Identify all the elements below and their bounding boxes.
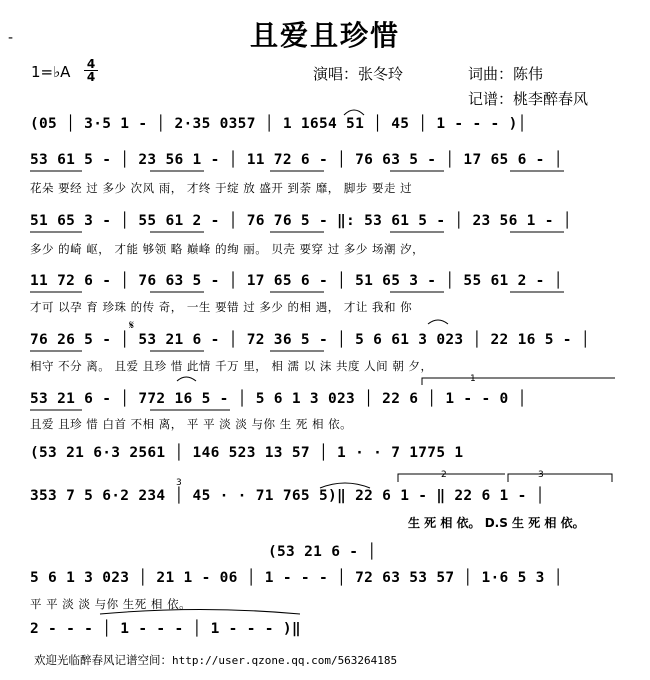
segno-mark: 𝄋 [129, 318, 135, 332]
score-row-1-notes: (05 │ 3·5 1 - │ 2·35 0357 │ 1 1654 51 │ 45 │ 1 - - - )│ [30, 116, 527, 132]
score-row-2-lyrics: 花朵 要经 过 多少 次风 雨， 才终 于绽 放 盛开 到荼 靡， 脚步 要走 过 [30, 181, 413, 195]
time-signature-bottom: 4 [84, 70, 98, 83]
score-row-3-lyrics: 多少 的崎 岖， 才能 够领 略 巅峰 的绚 丽。 贝壳 要穿 过 多少 场潮 汐， [30, 242, 425, 256]
score-row-5-notes: 76 26 5 - │ 53 21 6 - │ 72 36 5 - │ 5 6 61 3 023 │ 22 16 5 - │ [30, 332, 590, 348]
beam-lines [30, 171, 564, 410]
song-title: 且爱且珍惜 [249, 19, 400, 52]
transcriber-label: 记谱： [468, 90, 514, 108]
slur-3 [428, 320, 448, 324]
singer-label: 演唱： [313, 65, 359, 83]
triplet-mark: 3 [176, 478, 182, 488]
score-row-4-lyrics: 才可 以孕 育 珍珠 的传 奇， 一生 要错 过 多少 的相 遇， 才让 我和 你 [30, 300, 413, 314]
margin-dash: - [8, 30, 14, 46]
score-row-8-lyrics: 生 死 相 依。 D.S 生 死 相 依。 [408, 516, 585, 530]
volta-1-label: 1 [470, 374, 476, 384]
volta-2-bracket [398, 474, 505, 482]
score-row-6-notes: 53 21 6 - │ 772 16 5 - │ 5 6 1 3 023 │ 22 6 │ 1 - - 0 │ [30, 391, 527, 407]
score-row-9-notes: (53 21 6 - │ [268, 544, 377, 560]
score-row-8-notes: 353 7 5 6·2 234 │ 45 · · 71 765 5)‖ 22 6 1 - ‖ 22 6 1 - │ [30, 488, 545, 504]
transcriber-name: 桃李醉春风 [513, 90, 589, 108]
score-row-5-lyrics: 相守 不分 离。 且爱 且珍 惜 此情 千万 里， 相 濡 以 沫 共度 人间 朝 夕， [30, 359, 433, 373]
score-row-3-notes: 51 65 3 - │ 55 61 2 - │ 76 76 5 - ‖: 53 61 5 - │ 23 56 1 - │ [30, 213, 572, 229]
score-row-6-lyrics: 且爱 且珍 惜 白首 不相 离， 平 平 淡 淡 与你 生 死 相 依。 [30, 417, 353, 431]
key-signature: 1=♭A [31, 63, 71, 81]
score-row-10-notes: 5 6 1 3 023 │ 21 1 - 06 │ 1 - - - │ 72 63 53 57 │ 1·6 5 3 │ [30, 570, 563, 586]
slur-1 [344, 110, 364, 115]
singer-name: 张冬玲 [358, 65, 404, 83]
time-signature-top: 4 [86, 57, 96, 71]
score-row-2-notes: 53 61 5 - │ 23 56 1 - │ 11 72 6 - │ 76 63 5 - │ 17 65 6 - │ [30, 152, 563, 168]
composer-name: 陈伟 [513, 65, 544, 83]
volta-1-bracket [422, 378, 615, 385]
slur-2 [177, 377, 196, 381]
score-row-4-notes: 11 72 6 - │ 76 63 5 - │ 17 65 6 - │ 51 65 3 - │ 55 61 2 - │ [30, 273, 563, 289]
volta-3-bracket [508, 474, 612, 482]
score-row-11-notes: 2 - - - │ 1 - - - │ 1 - - - )‖ [30, 621, 301, 637]
footer-text: 欢迎光临醉春风记谱空间： [34, 653, 172, 667]
slur-5 [100, 610, 300, 615]
slur-4 [320, 483, 370, 488]
footer-url[interactable]: http://user.qzone.qq.com/563264185 [172, 654, 398, 667]
volta-3-label: 3 [538, 470, 544, 480]
footer-note [34, 652, 397, 668]
volta-2-label: 2 [441, 470, 447, 480]
score-row-10-lyrics: 平 平 淡 淡 与你 生死 相 依。 [30, 597, 192, 611]
score-row-7-notes: (53 21 6·3 2561 │ 146 523 13 57 │ 1 · · 7 1775 1 [30, 445, 464, 461]
composer-label: 词曲： [468, 65, 514, 83]
